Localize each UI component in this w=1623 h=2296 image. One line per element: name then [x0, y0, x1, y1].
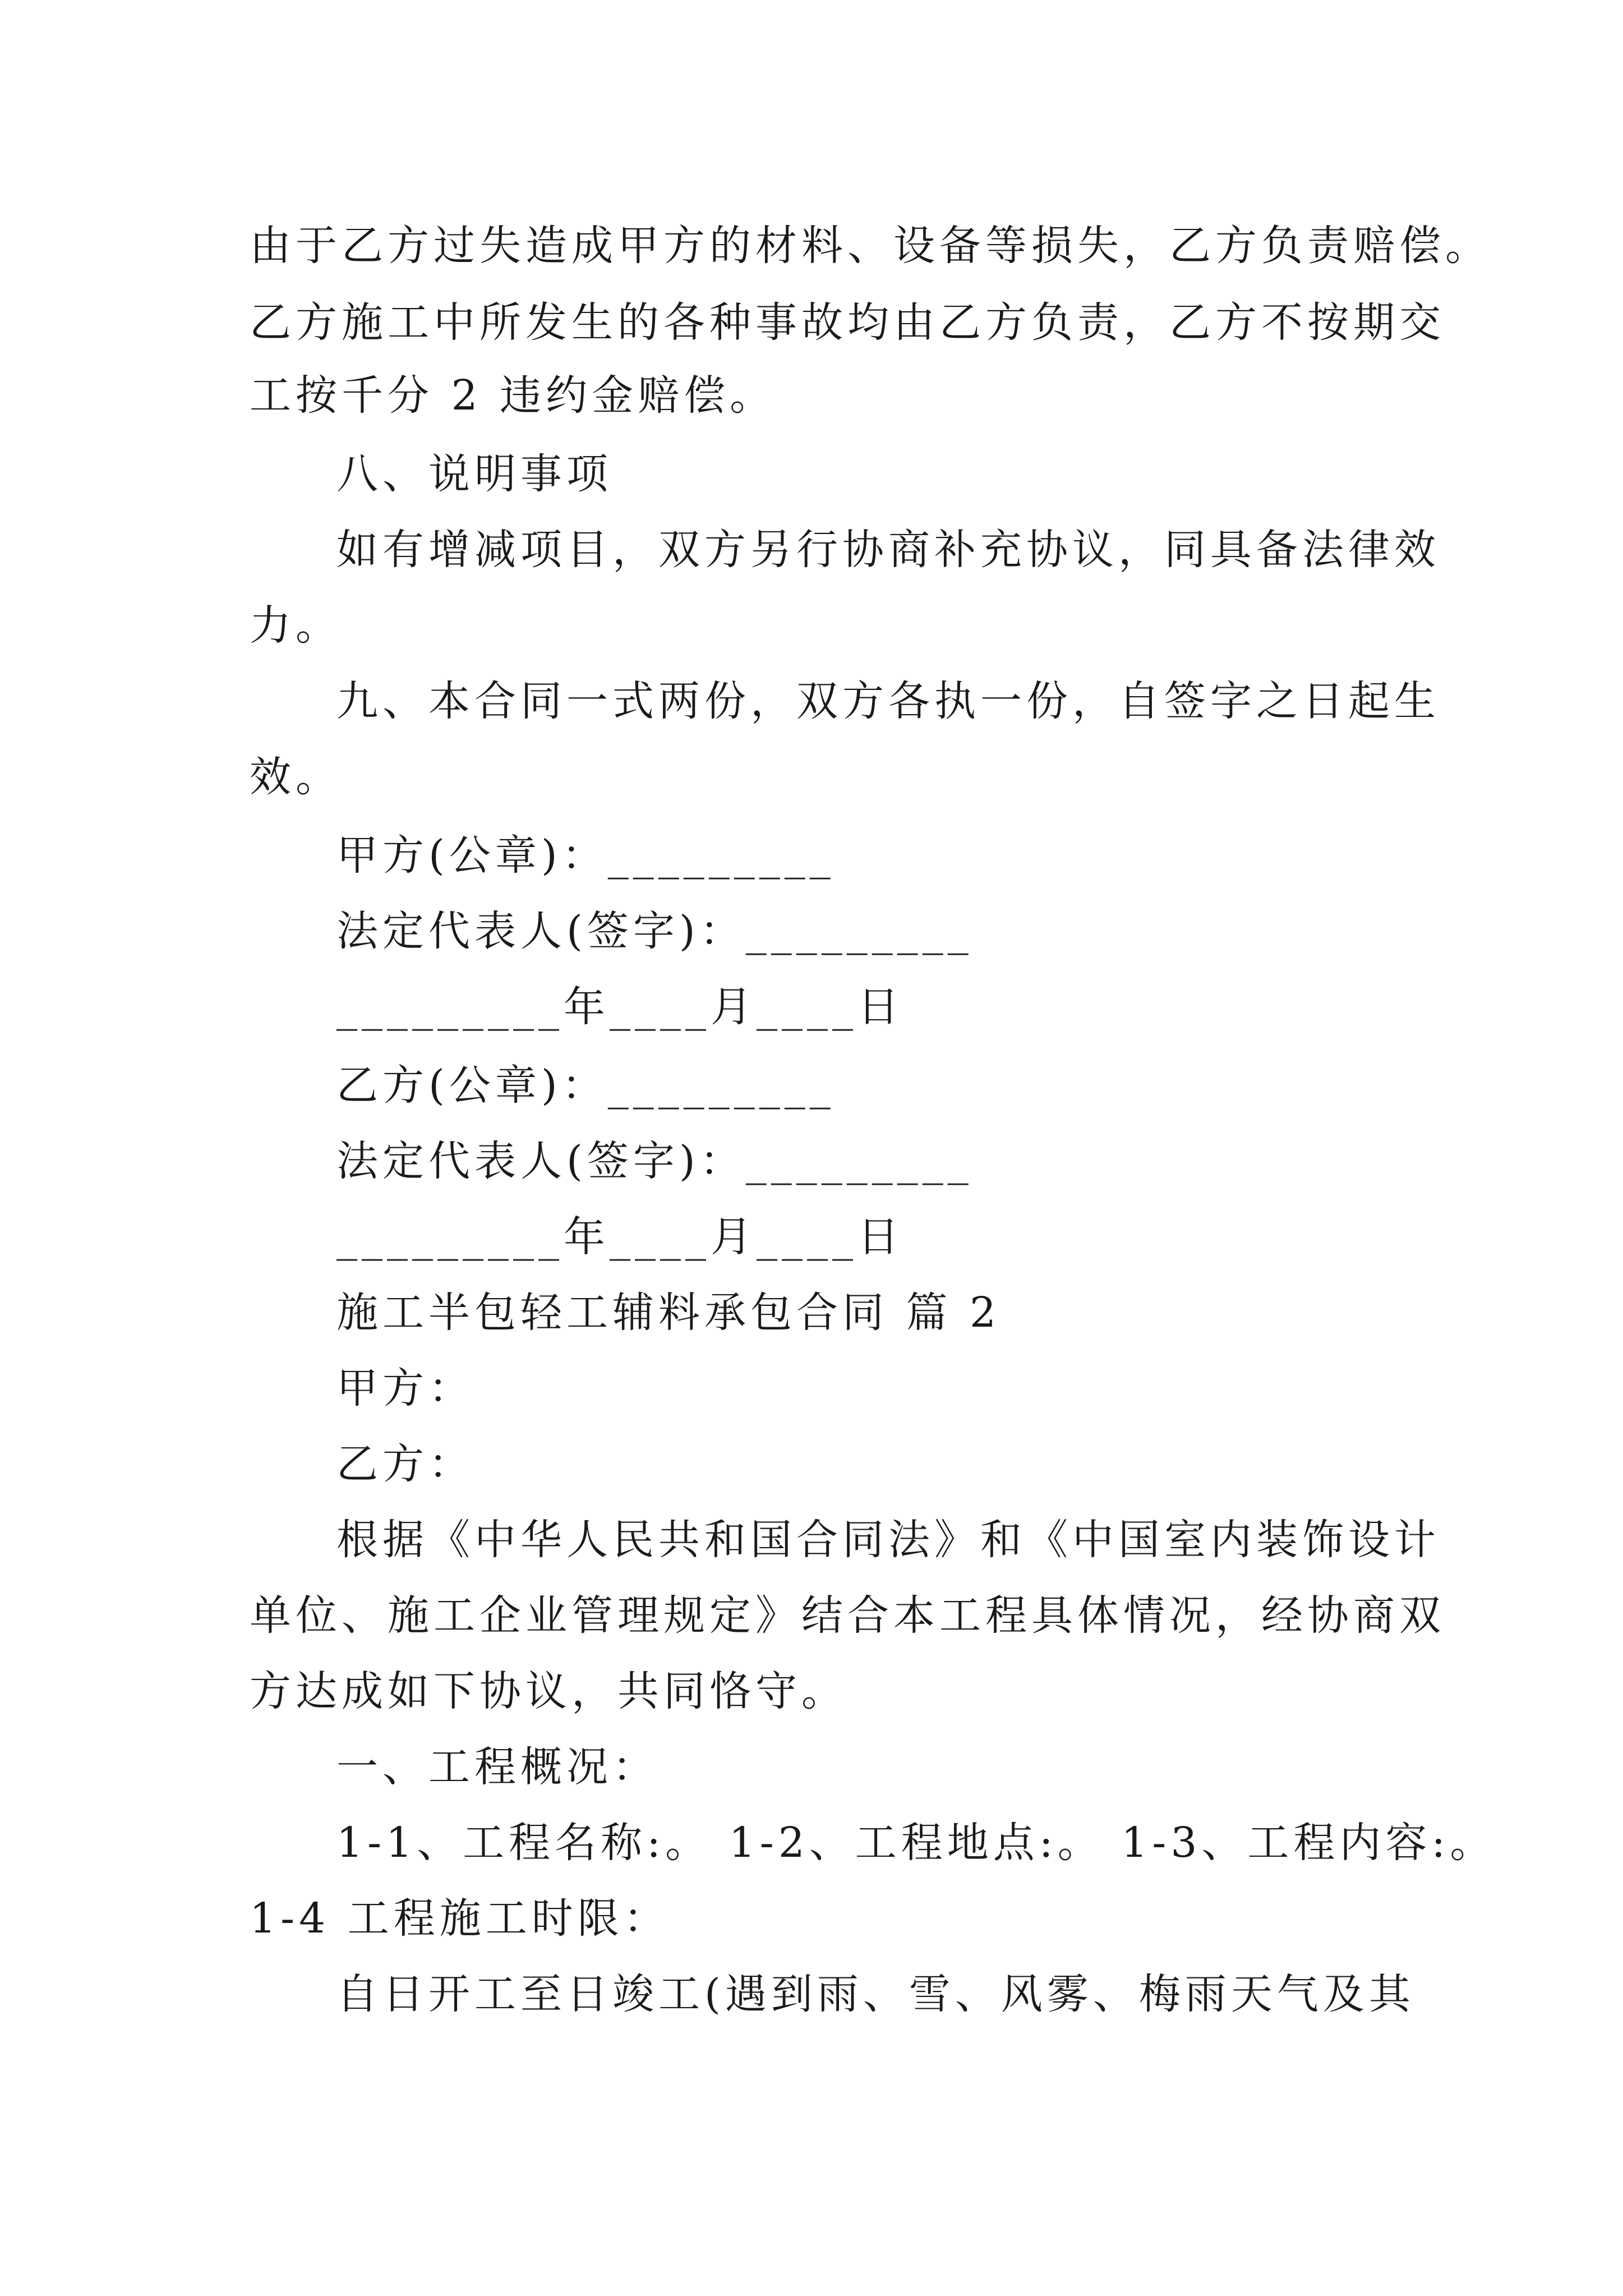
text-line-3: 工按千分 2 违约金赔偿。 — [250, 371, 776, 420]
project-timeline-label: 1-4 工程施工时限： — [250, 1894, 670, 1943]
party-b-representative-line: 法定代表人(签字)：_________ — [336, 1137, 973, 1185]
party-b-date-line: _________年____月____日 — [336, 1213, 903, 1261]
party-a-date-line: _________年____月____日 — [336, 983, 903, 1031]
text-line-2: 乙方施工中所发生的各种事故均由乙方负责，乙方不按期交 — [250, 298, 1445, 347]
party-a-label: 甲方： — [336, 1364, 474, 1412]
text-line-18: 根据《中华人民共和国合同法》和《中国室内装饰设计 — [336, 1516, 1440, 1564]
party-b-label: 乙方： — [336, 1440, 474, 1488]
contract-title: 施工半包轻工辅料承包合同 篇 2 — [336, 1289, 1001, 1337]
text-line-5: 如有增减项目，双方另行协商补充协议，同具备法律效 — [336, 526, 1440, 574]
section-heading-8: 八、说明事项 — [336, 450, 612, 498]
party-b-seal-line: 乙方(公章)：_________ — [336, 1061, 835, 1110]
text-line-19: 单位、施工企业管理规定》结合本工程具体情况，经协商双 — [250, 1591, 1445, 1640]
party-a-representative-line: 法定代表人(签字)：_________ — [336, 907, 973, 955]
party-a-seal-line: 甲方(公章)：_________ — [336, 831, 835, 880]
text-line-7: 九、本合同一式两份，双方各执一份，自签字之日起生 — [336, 677, 1440, 725]
project-fields-line: 1-1、工程名称:。 1-2、工程地点:。 1-3、工程内容:。 — [336, 1819, 1496, 1867]
section-heading-1: 一、工程概况： — [336, 1743, 658, 1791]
text-line-20: 方达成如下协议，共同恪守。 — [250, 1667, 847, 1715]
text-line-1: 由于乙方过失造成甲方的材料、设备等损失，乙方负责赔偿。 — [250, 222, 1491, 270]
text-line-24: 自日开工至日竣工(遇到雨、雪、风雾、梅雨天气及其 — [336, 1970, 1415, 2018]
text-line-6: 力。 — [250, 601, 342, 650]
text-line-8: 效。 — [250, 753, 342, 801]
